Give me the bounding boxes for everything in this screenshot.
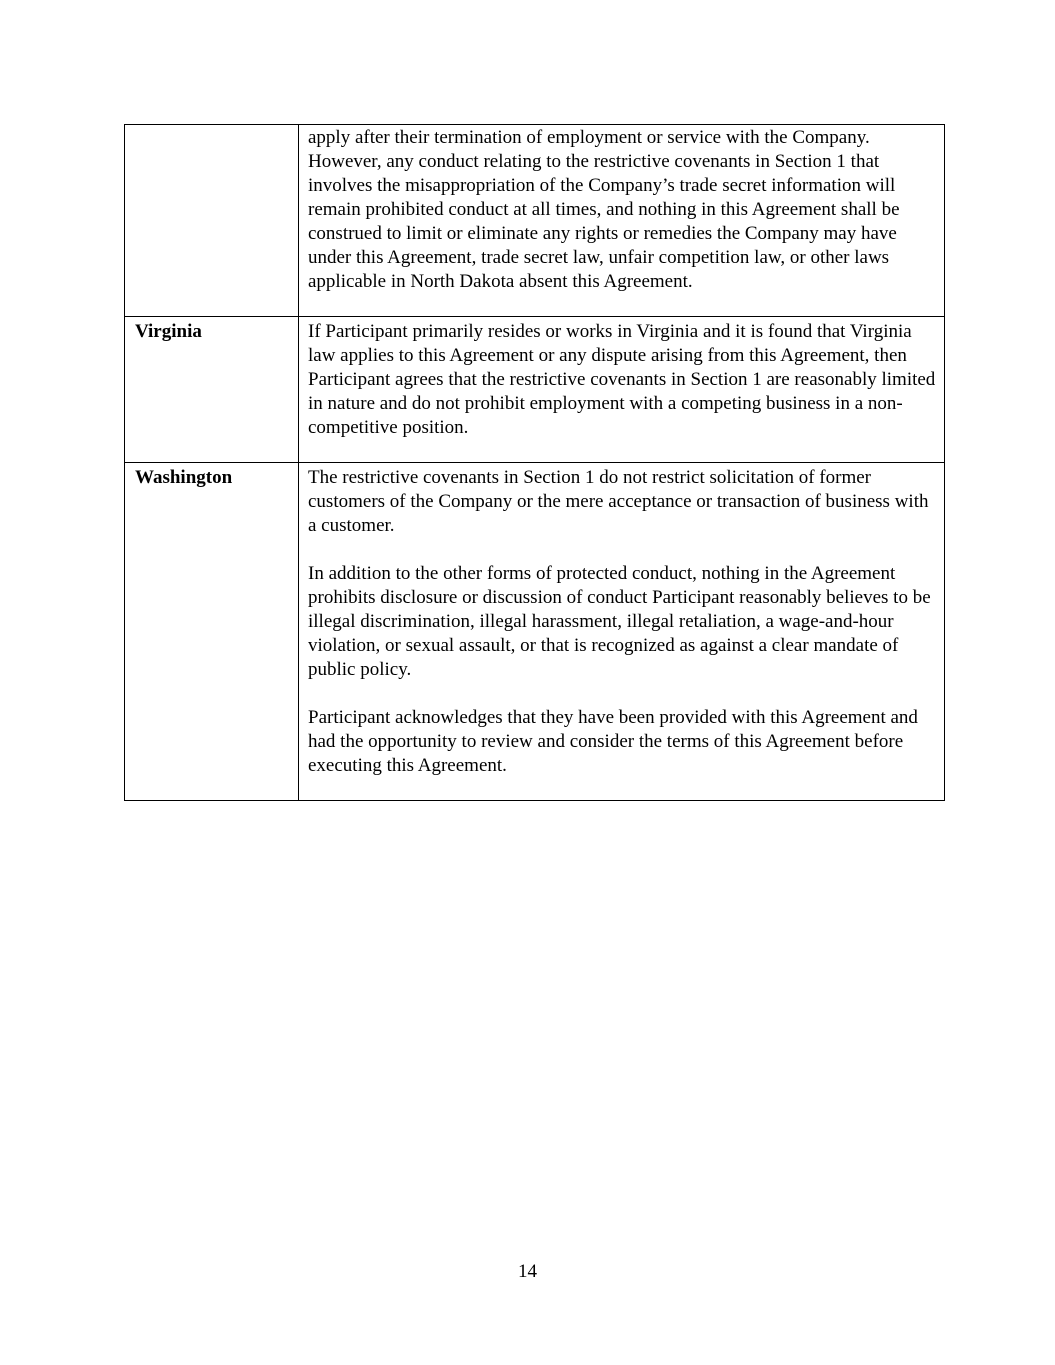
state-label-washington: Washington [135,467,233,488]
provision-paragraph: If Participant primarily resides or works in Virginia and it is found that Virginia law applies to this Agreement or any dispute arising from this Agreement, then Participant agrees that the restrictive covenants in Section 1 are reasonably limited in nature and do not prohibit employment with a competing business in a non-competitive position. [308,321,936,438]
provision-cell [299,125,945,317]
provision-paragraph: In addition to the other forms of protected conduct, nothing in the Agreement prohibits disclosure or discussion of conduct Participant reasonably believes to be illegal discrimination, illegal harassment, illegal retaliation, a wage-and-hour violation, or sexual assault, or that is recognized as against a clear mandate of public policy. [308,563,931,680]
table-row-washington [125,463,945,801]
state-cell [125,463,299,801]
state-cell [125,125,299,317]
provision-cell [299,317,945,463]
state-cell [125,317,299,463]
table-row-virginia [125,317,945,463]
state-provisions-table [124,124,945,801]
table-row-north-dakota-continued [125,125,945,317]
provision-paragraph: apply after their termination of employment or service with the Company. However, any conduct relating to the restrictive covenants in Section 1 that involves the misappropriation of the Company’s trade secret information will remain prohibited conduct at all times, and nothing in this Agreement shall be construed to limit or eliminate any rights or remedies the Company may have under this Agreement, trade secret law, unfair competition law, or other laws applicable in North Dakota absent this Agreement. [308,127,900,292]
provision-paragraph: The restrictive covenants in Section 1 do not restrict solicitation of former customers of the Company or the mere acceptance or transaction of business with a customer. [308,467,929,536]
provision-cell [299,463,945,801]
state-label [125,125,298,128]
provision-paragraph: Participant acknowledges that they have been provided with this Agreement and had the opportunity to review and consider the terms of this Agreement before executing this Agreement. [308,707,918,776]
state-label-virginia: Virginia [135,321,202,342]
page-number: 14 [518,1261,537,1282]
